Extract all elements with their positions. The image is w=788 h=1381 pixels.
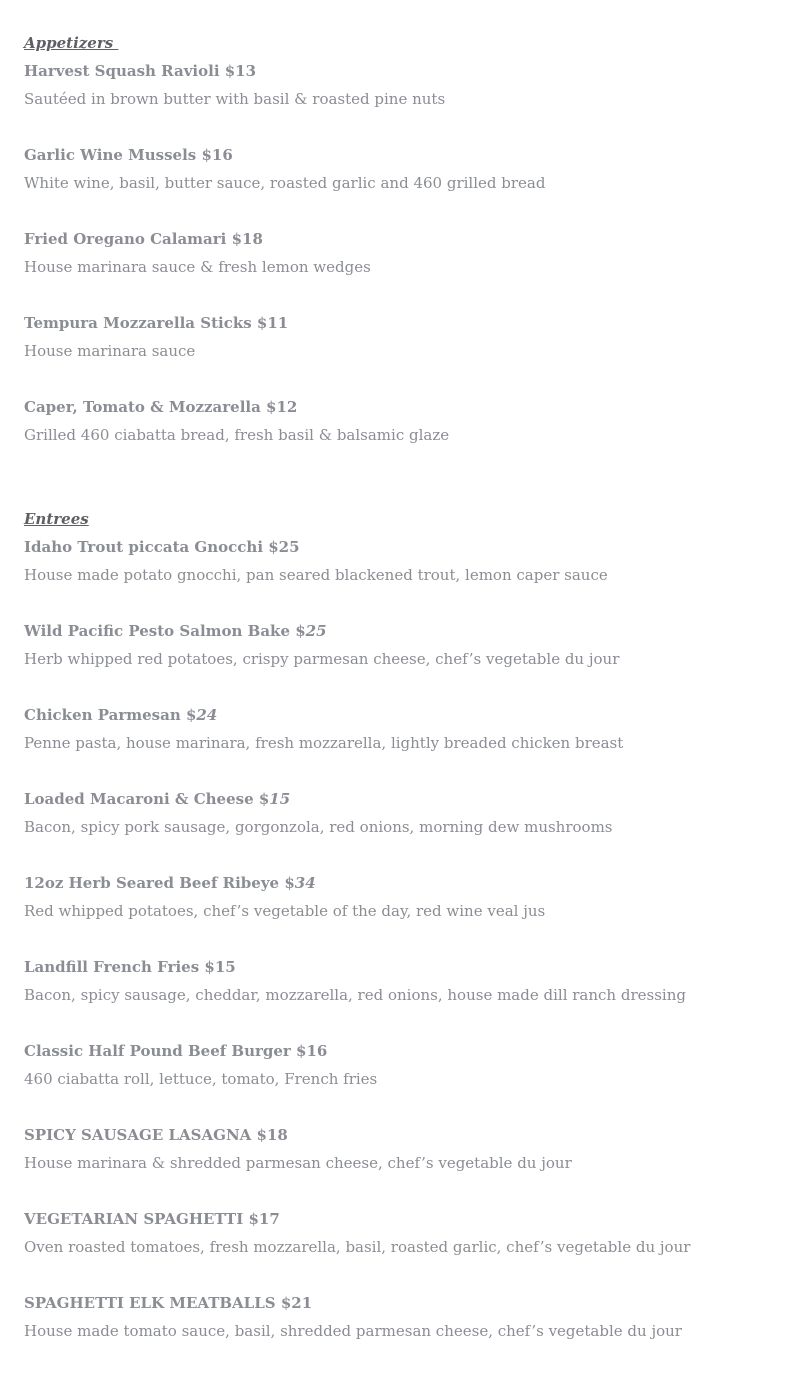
menu-item-name: Harvest Squash Ravioli $13 xyxy=(24,62,257,80)
menu-item-name xyxy=(24,957,236,977)
menu-item-name xyxy=(24,1209,280,1229)
menu-item-name xyxy=(24,789,290,809)
menu-item-name xyxy=(24,537,300,557)
menu-item-description: Grilled 460 ciabatta bread, fresh basil & balsamic glaze xyxy=(24,426,450,444)
menu-item-description: White wine, basil, butter sauce, roasted garlic and 460 grilled bread xyxy=(24,174,546,192)
menu-item-price: 25 xyxy=(305,622,327,640)
menu-item-name: Fried Oregano Calamari $18 xyxy=(24,230,263,248)
menu-item-description: House marinara sauce xyxy=(24,342,196,360)
menu-item-description: Bacon, spicy pork sausage, gorgonzola, red onions, morning dew mushrooms xyxy=(24,818,613,836)
menu-item-name xyxy=(24,705,217,725)
menu-item-name-text: Wild Pacific Pesto Salmon Bake $ xyxy=(24,622,306,640)
menu-item-description: House made potato gnocchi, pan seared blackened trout, lemon caper sauce xyxy=(24,566,608,584)
menu-item-name-text: 12oz Herb Seared Beef Ribeye $ xyxy=(24,874,295,892)
appetizers-heading: Appetizers xyxy=(24,34,119,52)
menu-item-description: House marinara sauce & fresh lemon wedges xyxy=(24,258,371,276)
menu-item-description: Herb whipped red potatoes, crispy parmesan cheese, chef’s vegetable du jour xyxy=(24,650,620,668)
menu-item-name xyxy=(24,1041,327,1061)
menu-item-description: Penne pasta, house marinara, fresh mozzarella, lightly breaded chicken breast xyxy=(24,734,624,752)
menu-item-price: 15 xyxy=(269,790,291,808)
menu-item-name: Caper, Tomato & Mozzarella $12 xyxy=(24,398,298,416)
menu-item-description: Oven roasted tomatoes, fresh mozzarella, basil, roasted garlic, chef’s vegetable du jour xyxy=(24,1238,691,1256)
menu-item-name-text: Chicken Parmesan $ xyxy=(24,706,197,724)
menu-item-price: 24 xyxy=(196,706,218,724)
menu-item-name-text: Loaded Macaroni & Cheese $ xyxy=(24,790,270,808)
menu-item-name xyxy=(24,621,327,641)
menu-item-name: Tempura Mozzarella Sticks $11 xyxy=(24,314,289,332)
menu-item-name-text: Landfill French Fries $15 xyxy=(24,958,236,976)
menu-item-description: 460 ciabatta roll, lettuce, tomato, French fries xyxy=(24,1070,378,1088)
menu-item-name xyxy=(24,1125,288,1145)
menu-item-name-text: VEGETARIAN SPAGHETTI $17 xyxy=(24,1210,280,1228)
menu-item-name xyxy=(24,873,316,893)
menu-item-name xyxy=(24,1293,312,1313)
menu-item-name-text: Idaho Trout piccata Gnocchi $25 xyxy=(24,538,300,556)
menu-item-name-text: Classic Half Pound Beef Burger $16 xyxy=(24,1042,328,1060)
menu-item-name-text: SPAGHETTI ELK MEATBALLS $21 xyxy=(24,1294,313,1312)
menu-item-description: House made tomato sauce, basil, shredded parmesan cheese, chef’s vegetable du jour xyxy=(24,1322,682,1340)
menu-item-name-text: SPICY SAUSAGE LASAGNA $18 xyxy=(24,1126,288,1144)
entrees-heading: Entrees xyxy=(24,510,89,528)
menu-item-price: 34 xyxy=(294,874,316,892)
menu-item-description: Bacon, spicy sausage, cheddar, mozzarella, red onions, house made dill ranch dressing xyxy=(24,986,686,1004)
menu-item-name: Garlic Wine Mussels $16 xyxy=(24,146,233,164)
menu-item-description: Red whipped potatoes, chef’s vegetable of the day, red wine veal jus xyxy=(24,902,546,920)
menu-item-description: Sautéed in brown butter with basil & roasted pine nuts xyxy=(24,90,446,108)
menu-item-description: House marinara & shredded parmesan cheese, chef’s vegetable du jour xyxy=(24,1154,572,1172)
